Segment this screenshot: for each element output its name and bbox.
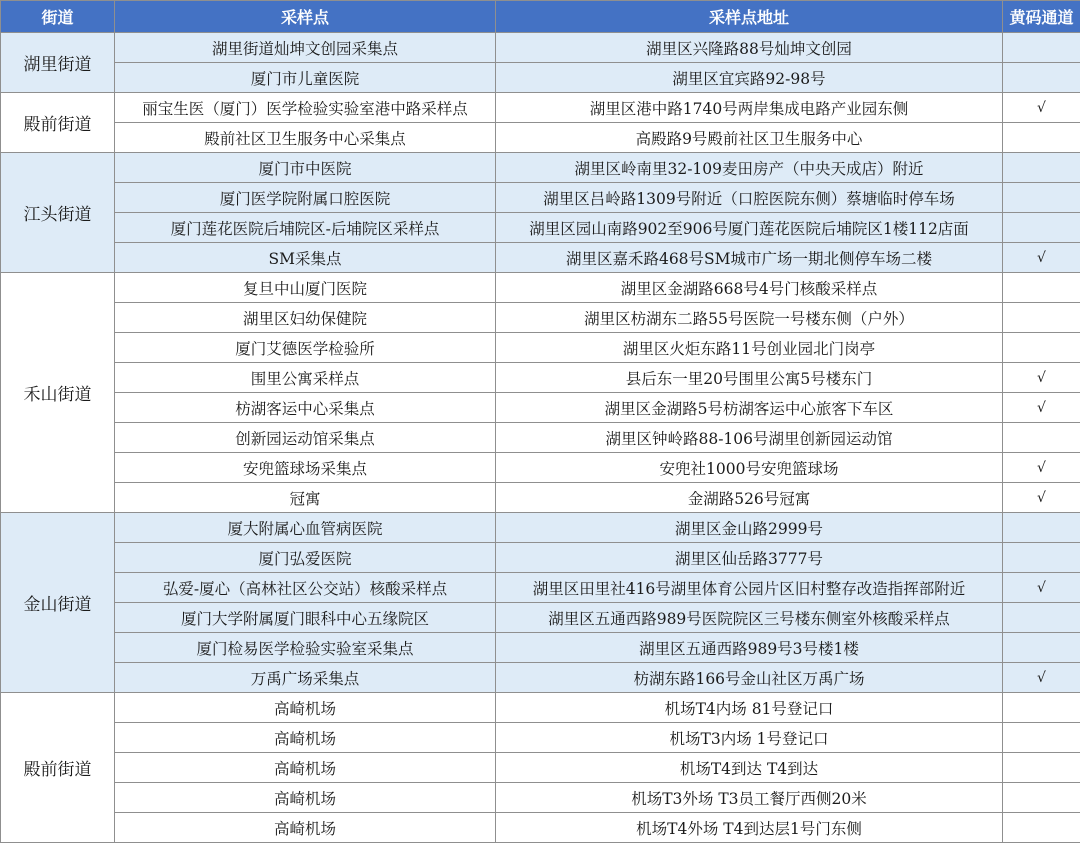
site-cell: 厦门市中医院 (115, 153, 496, 183)
table-row (1, 453, 1080, 483)
address-cell: 湖里区火炬东路11号创业园北门岗亭 (496, 333, 1003, 363)
table-row (1, 603, 1080, 633)
address-cell: 湖里区钟岭路88-106号湖里创新园运动馆 (496, 423, 1003, 453)
yellow-code-cell (1003, 813, 1080, 843)
address-cell: 高殿路9号殿前社区卫生服务中心 (496, 123, 1003, 153)
site-cell: 安兜篮球场采集点 (115, 453, 496, 483)
yellow-code-cell: √ (1003, 663, 1080, 693)
address-cell: 机场T4内场 81号登记口 (496, 693, 1003, 723)
header-row (1, 1, 1080, 33)
table-row (1, 153, 1080, 183)
site-cell: 高崎机场 (115, 753, 496, 783)
table-row (1, 423, 1080, 453)
address-cell: 湖里区金湖路668号4号门核酸采样点 (496, 273, 1003, 303)
district-cell: 湖里街道 (1, 33, 115, 93)
site-cell: 厦门艾德医学检验所 (115, 333, 496, 363)
yellow-code-cell (1003, 783, 1080, 813)
yellow-code-cell (1003, 273, 1080, 303)
site-cell: SM采集点 (115, 243, 496, 273)
address-cell: 湖里区枋湖东二路55号医院一号楼东侧（户外） (496, 303, 1003, 333)
address-cell: 湖里区金山路2999号 (496, 513, 1003, 543)
district-cell: 殿前街道 (1, 693, 115, 843)
table-row (1, 123, 1080, 153)
district-cell: 殿前街道 (1, 93, 115, 153)
address-cell: 湖里区五通西路989号3号楼1楼 (496, 633, 1003, 663)
site-cell: 高崎机场 (115, 813, 496, 843)
table-row (1, 93, 1080, 123)
yellow-code-cell (1003, 63, 1080, 93)
yellow-code-cell: √ (1003, 483, 1080, 513)
yellow-code-cell: √ (1003, 393, 1080, 423)
yellow-code-cell (1003, 123, 1080, 153)
site-cell: 厦大附属心血管病医院 (115, 513, 496, 543)
site-cell: 厦门医学院附属口腔医院 (115, 183, 496, 213)
site-cell: 高崎机场 (115, 693, 496, 723)
table-row (1, 693, 1080, 723)
table-row (1, 333, 1080, 363)
address-cell: 枋湖东路166号金山社区万禹广场 (496, 663, 1003, 693)
table-row (1, 183, 1080, 213)
yellow-code-cell (1003, 303, 1080, 333)
yellow-code-cell (1003, 423, 1080, 453)
site-cell: 弘爱-厦心（高林社区公交站）核酸采样点 (115, 573, 496, 603)
district-cell: 禾山街道 (1, 273, 115, 513)
yellow-code-cell (1003, 153, 1080, 183)
address-cell: 金湖路526号冠寓 (496, 483, 1003, 513)
address-cell: 湖里区宜宾路92-98号 (496, 63, 1003, 93)
yellow-code-cell (1003, 723, 1080, 753)
table-row (1, 303, 1080, 333)
site-cell: 厦门莲花医院后埔院区-后埔院区采样点 (115, 213, 496, 243)
site-cell: 厦门检易医学检验实验室采集点 (115, 633, 496, 663)
table-row (1, 393, 1080, 423)
site-cell: 围里公寓采样点 (115, 363, 496, 393)
site-cell: 复旦中山厦门医院 (115, 273, 496, 303)
yellow-code-cell (1003, 753, 1080, 783)
table-row (1, 243, 1080, 273)
table-row (1, 213, 1080, 243)
table-row (1, 633, 1080, 663)
yellow-code-cell: √ (1003, 243, 1080, 273)
table-row (1, 363, 1080, 393)
site-cell: 厦门弘爱医院 (115, 543, 496, 573)
table-row (1, 573, 1080, 603)
header-district: 街道 (1, 1, 115, 33)
address-cell: 机场T4外场 T4到达层1号门东侧 (496, 813, 1003, 843)
address-cell: 机场T4到达 T4到达 (496, 753, 1003, 783)
table-row (1, 813, 1080, 843)
yellow-code-cell (1003, 693, 1080, 723)
address-cell: 县后东一里20号围里公寓5号楼东门 (496, 363, 1003, 393)
address-cell: 机场T3外场 T3员工餐厅西侧20米 (496, 783, 1003, 813)
yellow-code-cell (1003, 603, 1080, 633)
table-row (1, 33, 1080, 63)
address-cell: 湖里区五通西路989号医院院区三号楼东侧室外核酸采样点 (496, 603, 1003, 633)
table-row (1, 63, 1080, 93)
header-yellow-code-channel: 黄码通道 (1003, 1, 1080, 33)
site-cell: 冠寓 (115, 483, 496, 513)
site-cell: 湖里区妇幼保健院 (115, 303, 496, 333)
site-cell: 高崎机场 (115, 723, 496, 753)
site-cell: 高崎机场 (115, 783, 496, 813)
address-cell: 湖里区岭南里32-109麦田房产（中央天成店）附近 (496, 153, 1003, 183)
header-site: 采样点 (115, 1, 496, 33)
address-cell: 机场T3内场 1号登记口 (496, 723, 1003, 753)
yellow-code-cell (1003, 513, 1080, 543)
address-cell: 湖里区港中路1740号两岸集成电路产业园东侧 (496, 93, 1003, 123)
table-row (1, 483, 1080, 513)
yellow-code-cell: √ (1003, 573, 1080, 603)
yellow-code-cell (1003, 633, 1080, 663)
address-cell: 湖里区园山南路902至906号厦门莲花医院后埔院区1楼112店面 (496, 213, 1003, 243)
site-cell: 枋湖客运中心采集点 (115, 393, 496, 423)
table-row (1, 543, 1080, 573)
site-cell: 厦门大学附属厦门眼科中心五缘院区 (115, 603, 496, 633)
header-address: 采样点地址 (496, 1, 1003, 33)
site-cell: 丽宝生医（厦门）医学检验实验室港中路采样点 (115, 93, 496, 123)
yellow-code-cell: √ (1003, 93, 1080, 123)
table-body (1, 33, 1080, 843)
address-cell: 湖里区吕岭路1309号附近（口腔医院东侧）蔡塘临时停车场 (496, 183, 1003, 213)
address-cell: 安兜社1000号安兜篮球场 (496, 453, 1003, 483)
address-cell: 湖里区金湖路5号枋湖客运中心旅客下车区 (496, 393, 1003, 423)
yellow-code-cell (1003, 333, 1080, 363)
district-cell: 金山街道 (1, 513, 115, 693)
address-cell: 湖里区嘉禾路468号SM城市广场一期北侧停车场二楼 (496, 243, 1003, 273)
table-row (1, 663, 1080, 693)
table-row (1, 753, 1080, 783)
table-row (1, 273, 1080, 303)
yellow-code-cell (1003, 183, 1080, 213)
yellow-code-cell: √ (1003, 363, 1080, 393)
table-row (1, 513, 1080, 543)
yellow-code-cell: √ (1003, 453, 1080, 483)
table-row (1, 723, 1080, 753)
yellow-code-cell (1003, 213, 1080, 243)
district-cell: 江头街道 (1, 153, 115, 273)
address-cell: 湖里区田里社416号湖里体育公园片区旧村整存改造指挥部附近 (496, 573, 1003, 603)
site-cell: 厦门市儿童医院 (115, 63, 496, 93)
site-cell: 湖里街道灿坤文创园采集点 (115, 33, 496, 63)
site-cell: 万禹广场采集点 (115, 663, 496, 693)
yellow-code-cell (1003, 33, 1080, 63)
table-row (1, 783, 1080, 813)
address-cell: 湖里区仙岳路3777号 (496, 543, 1003, 573)
site-cell: 创新园运动馆采集点 (115, 423, 496, 453)
site-cell: 殿前社区卫生服务中心采集点 (115, 123, 496, 153)
yellow-code-cell (1003, 543, 1080, 573)
address-cell: 湖里区兴隆路88号灿坤文创园 (496, 33, 1003, 63)
